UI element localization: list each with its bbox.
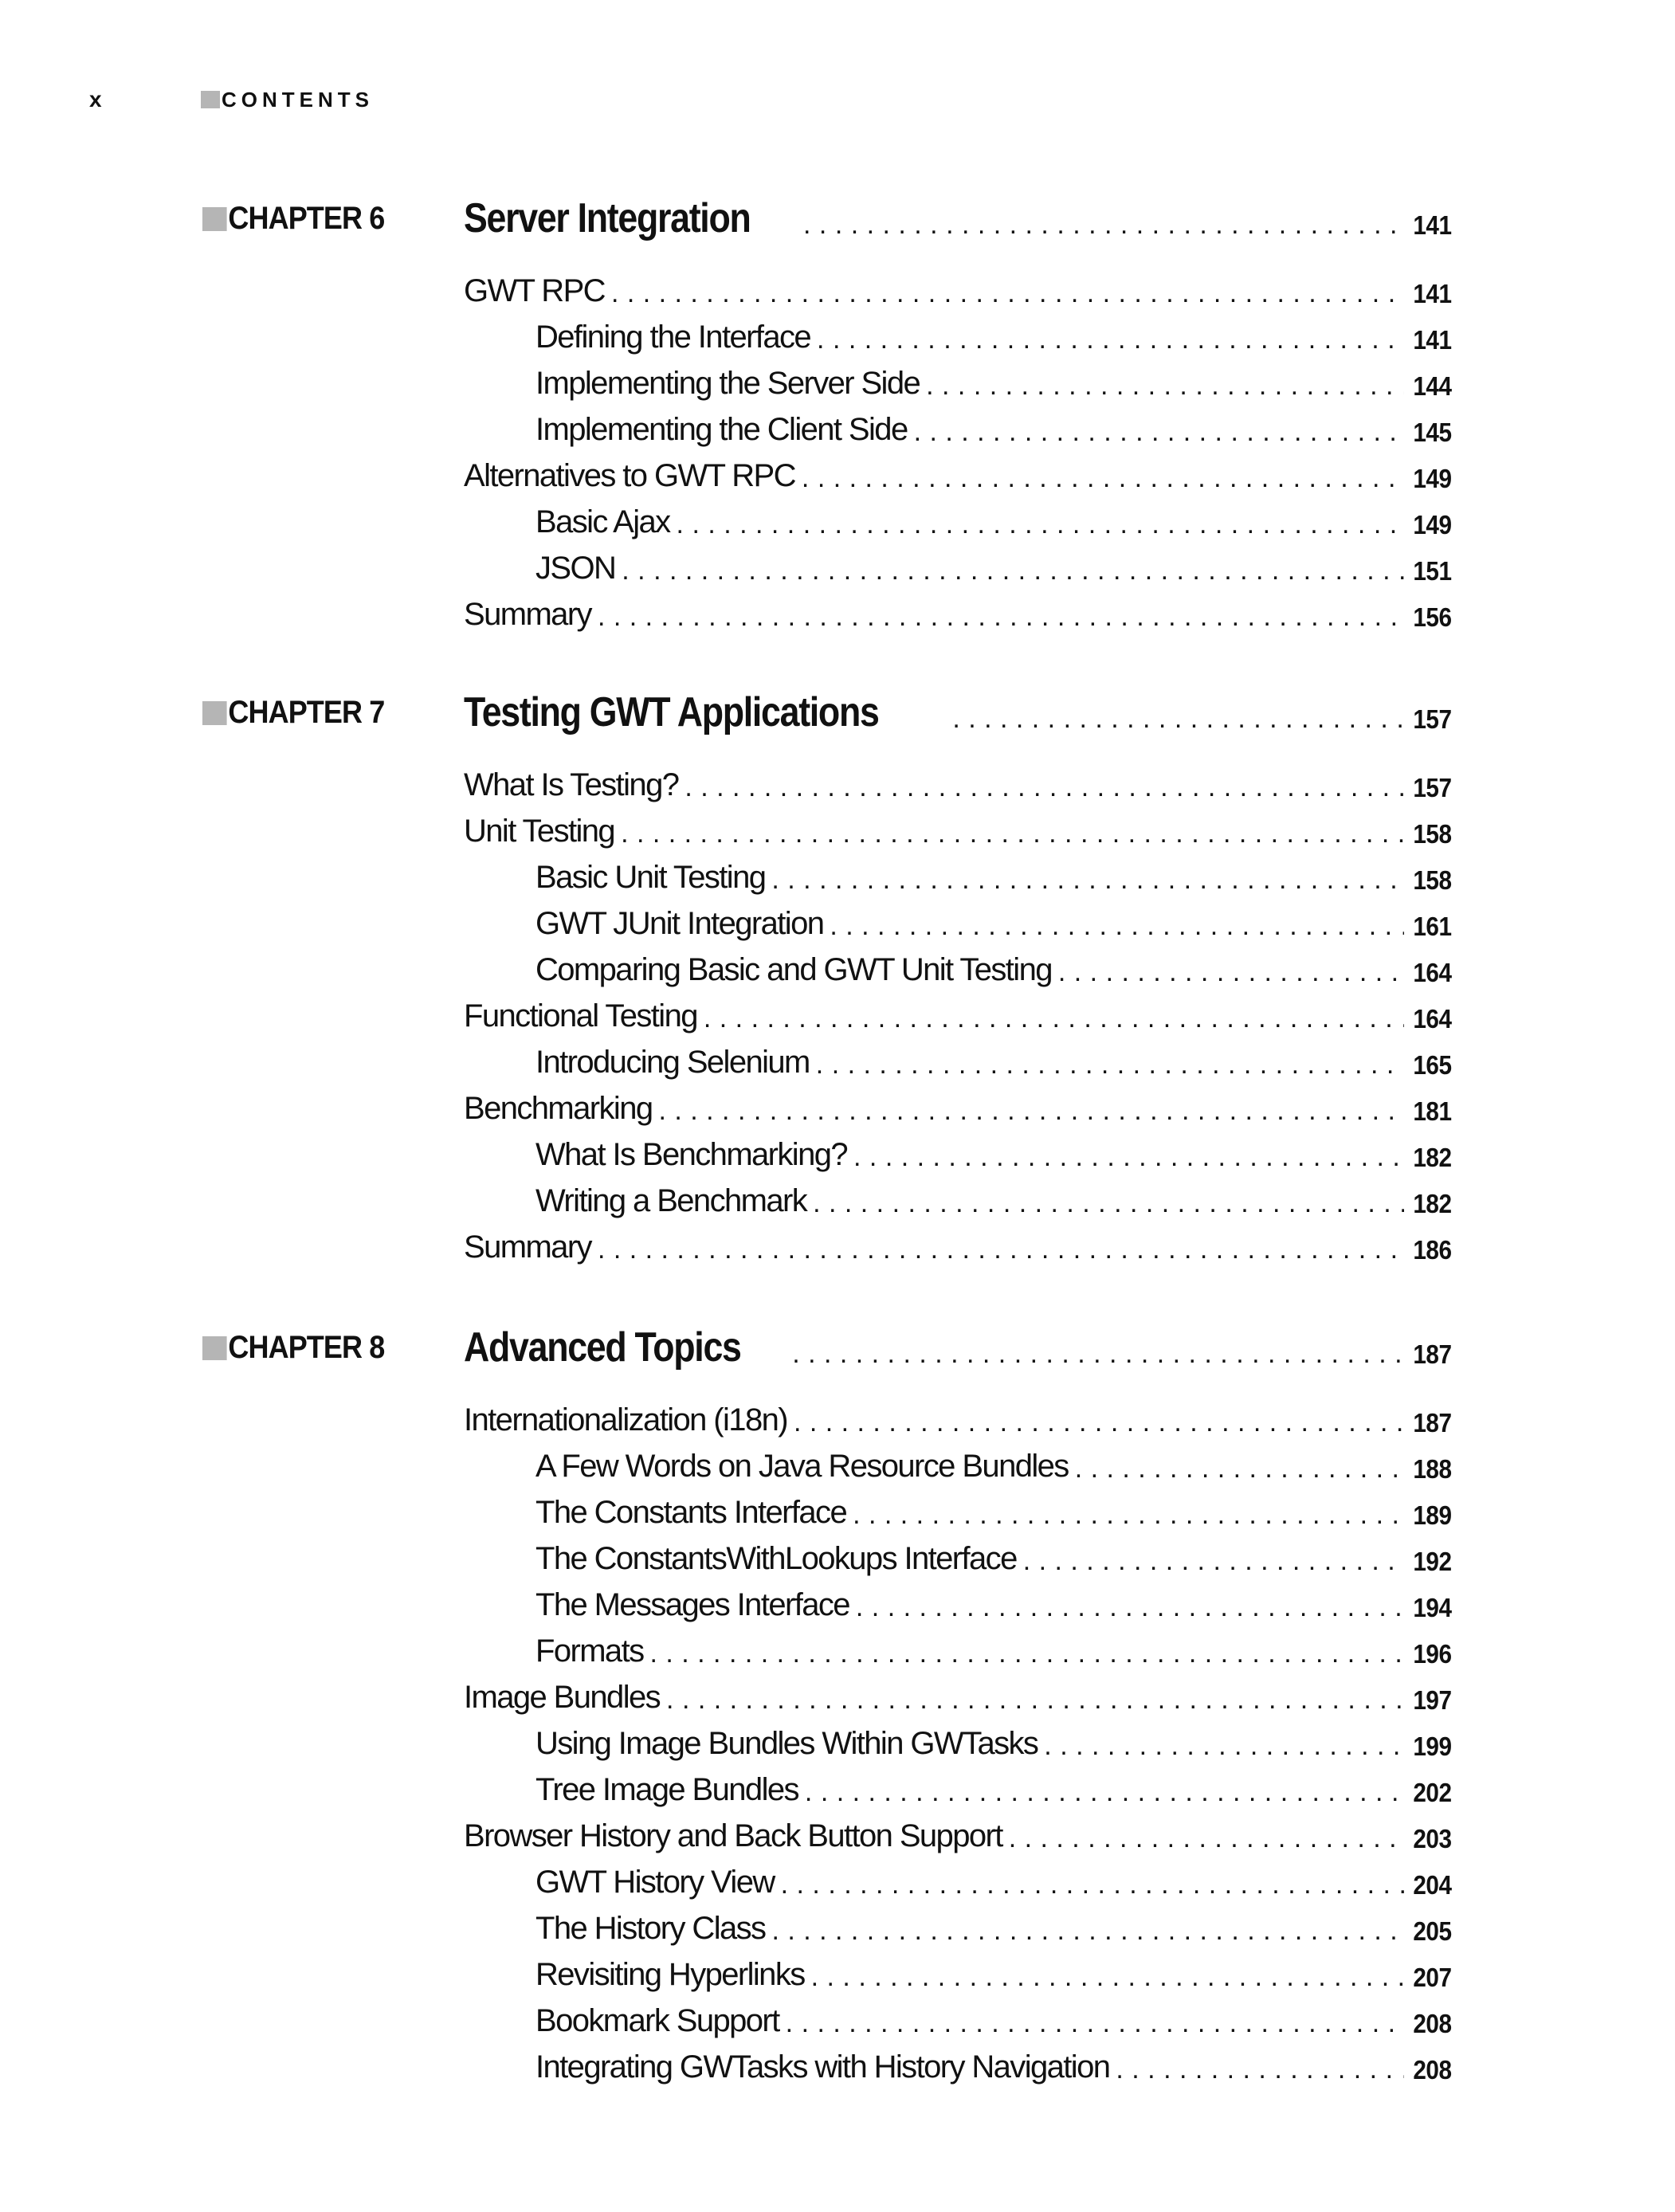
chapter-label [202,201,384,237]
dot-leader [786,1339,1404,1375]
chapter-title: Testing GWT Applications [464,689,879,735]
dot-leader [591,602,1405,634]
toc-entry-title: GWT JUnit Integration [535,906,824,941]
dot-leader [798,1777,1405,1810]
toc-entry-title: The Messages Interface [535,1587,849,1622]
toc-entry[interactable] [464,897,1452,943]
chapter-heading [0,190,1675,245]
toc-entry-page: 164 [1413,958,1452,987]
toc-entry-page: 141 [1413,325,1452,355]
toc-entry-title: Formats [535,1634,644,1669]
chapter-title: Advanced Topics [464,1324,741,1371]
toc-entry-title: Functional Testing [464,998,697,1033]
toc-entry-title: The History Class [535,1911,766,1946]
toc-entry-title: Summary [464,1230,591,1265]
chapter-heading [0,1319,1675,1375]
toc-entry[interactable] [464,759,1452,805]
toc-entry[interactable] [464,1671,1452,1717]
toc-entry-title: Implementing the Client Side [535,412,908,447]
chapter-heading [0,684,1675,739]
section-marker-icon [201,91,220,108]
dot-leader [765,1916,1404,1948]
toc-entry-page: 149 [1413,510,1452,539]
dot-leader [591,1234,1405,1267]
toc-entry-page: 158 [1413,865,1452,895]
toc-entry[interactable] [464,1175,1452,1221]
chapter-entries [464,759,1452,1267]
toc-entry-page: 158 [1413,819,1452,849]
toc-entry[interactable] [464,943,1452,990]
dot-leader [670,509,1405,542]
toc-entry[interactable] [464,1948,1452,1994]
toc-entry-page: 188 [1413,1454,1452,1484]
toc-entry-title: Bookmark Support [535,2003,779,2038]
chapter-page: 187 [1413,1339,1452,1369]
toc-entry-title: Revisiting Hyperlinks [535,1957,805,1992]
toc-entry-page: 208 [1413,2009,1452,2038]
toc-entry[interactable] [464,2041,1452,2087]
toc-entry-page: 157 [1413,773,1452,802]
toc-entry[interactable] [464,1486,1452,1532]
dot-leader [847,1142,1404,1175]
page-number: x [89,87,103,112]
running-head [89,86,374,113]
toc-entry-title: Image Bundles [464,1680,661,1715]
toc-entry-title: Internationalization (i18n) [464,1402,787,1437]
dot-leader [795,463,1405,496]
toc-entry[interactable] [464,1082,1452,1128]
toc-entry-page: 196 [1413,1639,1452,1669]
dot-leader [779,2008,1405,2041]
toc-entry-title: Defining the Interface [535,320,811,355]
toc-entry[interactable] [464,1717,1452,1763]
toc-entry-title: A Few Words on Java Resource Bundles [535,1449,1069,1484]
toc-entry-page: 187 [1413,1408,1452,1437]
toc-entry-page: 161 [1413,912,1452,941]
toc-entry-page: 182 [1413,1143,1452,1172]
toc-entry-page: 145 [1413,418,1452,447]
dot-leader [775,1869,1405,1902]
chapter-entries [464,1394,1452,2087]
toc-entry-page: 165 [1413,1050,1452,1080]
toc-entry-page: 192 [1413,1547,1452,1576]
toc-entry[interactable] [464,990,1452,1036]
toc-entry-page: 181 [1413,1096,1452,1126]
toc-entry-page: 204 [1413,1870,1452,1900]
chapter-block [0,684,1675,1265]
toc-entry[interactable] [464,1994,1452,2041]
chapter-block [0,190,1675,632]
toc-entry-page: 141 [1413,279,1452,308]
toc-entry-page: 164 [1413,1004,1452,1033]
toc-entry-page: 182 [1413,1189,1452,1218]
toc-entry-title: Browser History and Back Button Support [464,1818,1002,1853]
chapter-label [202,1330,384,1366]
toc-entry-page: 205 [1413,1916,1452,1946]
chapter-label-text: CHAPTER 6 [228,201,385,236]
toc-entry-page: 202 [1413,1778,1452,1807]
chapter-marker-icon [202,701,227,725]
dot-leader [908,417,1405,449]
toc-entry[interactable] [464,1763,1452,1810]
running-head-label: CONTENTS [222,87,374,112]
toc-entry-title: Implementing the Server Side [535,366,920,401]
toc-entry[interactable] [464,449,1452,496]
toc-entry[interactable] [464,265,1452,311]
dot-leader [1052,957,1405,990]
chapter-title-row[interactable] [464,684,1452,739]
toc-entry-page: 156 [1413,602,1452,632]
toc-entry[interactable] [464,403,1452,449]
toc-entry-title: What Is Testing? [464,767,679,802]
dot-leader [1069,1453,1405,1486]
toc-entry[interactable] [464,1902,1452,1948]
dot-leader [806,1188,1404,1221]
chapter-page: 157 [1413,704,1452,734]
chapter-entries [464,265,1452,634]
toc-entry[interactable] [464,1625,1452,1671]
dot-leader [823,911,1404,943]
toc-entry[interactable] [464,496,1452,542]
dot-leader [920,371,1404,403]
dot-leader [652,1096,1404,1128]
toc-entry-title: The Constants Interface [535,1495,847,1530]
toc-entry-page: 149 [1413,464,1452,493]
toc-entry-title: Basic Ajax [535,504,670,539]
chapter-title-row[interactable] [464,1319,1452,1375]
dot-leader [1017,1546,1405,1579]
dot-leader [1038,1731,1404,1763]
toc-entry[interactable] [464,1579,1452,1625]
toc-entry-title: Alternatives to GWT RPC [464,458,795,493]
dot-leader [615,555,1404,588]
toc-entry-title: The ConstantsWithLookups Interface [535,1541,1017,1576]
toc-entry-title: Comparing Basic and GWT Unit Testing [535,952,1052,987]
toc-entry-page: 151 [1413,556,1452,586]
chapter-marker-icon [202,207,227,231]
toc-entry[interactable] [464,851,1452,897]
toc-entry-title: What Is Benchmarking? [535,1137,848,1172]
toc-entry[interactable] [464,542,1452,588]
dot-leader [678,772,1404,805]
toc-entry[interactable] [464,1856,1452,1902]
toc-entry[interactable] [464,805,1452,851]
dot-leader [946,704,1404,739]
toc-entry[interactable] [464,1394,1452,1440]
toc-entry-page: 186 [1413,1235,1452,1265]
dot-leader [660,1684,1404,1717]
chapter-title: Server Integration [464,195,751,241]
toc-entry-title: JSON [535,551,616,586]
toc-entry[interactable] [464,311,1452,357]
toc-entry-page: 208 [1413,2055,1452,2085]
toc-entry-title: GWT History View [535,1865,775,1900]
toc-entry-page: 144 [1413,371,1452,401]
toc-entry[interactable] [464,1036,1452,1082]
chapter-marker-icon [202,1336,227,1360]
toc-entry[interactable] [464,1440,1452,1486]
toc-entry-page: 197 [1413,1685,1452,1715]
dot-leader [643,1638,1404,1671]
toc-entry-page: 194 [1413,1593,1452,1622]
dot-leader [810,1049,1405,1082]
toc-entry-title: Introducing Selenium [535,1045,810,1080]
toc-entry[interactable] [464,1532,1452,1579]
chapter-label-text: CHAPTER 7 [228,695,385,730]
dot-leader [846,1500,1404,1532]
toc-entry-title: GWT RPC [464,273,605,308]
dot-leader [1002,1823,1405,1856]
toc-entry-title: Integrating GWTasks with History Navigation [535,2049,1110,2085]
dot-leader [805,1962,1405,1994]
toc-entry-title: Basic Unit Testing [535,860,766,895]
toc-entry-title: Tree Image Bundles [535,1772,798,1807]
dot-leader [797,210,1404,245]
toc-entry-page: 203 [1413,1824,1452,1853]
dot-leader [810,324,1404,357]
chapter-label-text: CHAPTER 8 [228,1330,385,1365]
toc-entry[interactable] [464,357,1452,403]
toc-entry-title: Using Image Bundles Within GWTasks [535,1726,1038,1761]
dot-leader [605,278,1404,311]
chapter-page: 141 [1413,210,1452,240]
chapter-title-row[interactable] [464,190,1452,245]
dot-leader [765,865,1404,897]
toc-entry-page: 207 [1413,1963,1452,1992]
dot-leader [1109,2054,1404,2087]
toc-entry-title: Writing a Benchmark [535,1183,807,1218]
dot-leader [849,1592,1405,1625]
toc-entry-page: 199 [1413,1732,1452,1761]
dot-leader [614,818,1404,851]
toc-entry-title: Benchmarking [464,1091,653,1126]
toc-entry-title: Summary [464,597,591,632]
toc-entry[interactable] [464,588,1452,634]
toc-entry-page: 189 [1413,1500,1452,1530]
toc-entry-title: Unit Testing [464,814,615,849]
dot-leader [787,1407,1404,1440]
toc-entry[interactable] [464,1221,1452,1267]
chapter-block [0,1319,1675,2085]
toc-entry[interactable] [464,1810,1452,1856]
chapter-label [202,695,384,731]
dot-leader [697,1003,1405,1036]
toc-entry[interactable] [464,1128,1452,1175]
